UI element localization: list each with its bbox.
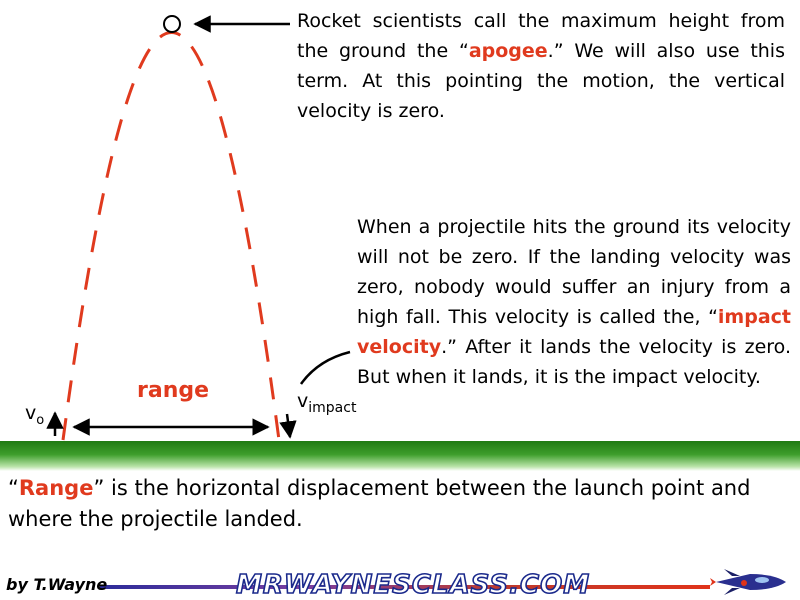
vimpact-sub: impact xyxy=(308,399,357,416)
range-def-rest: ” is the horizontal displacement between the launch point and where the projectile landed. xyxy=(8,476,751,531)
v0-label xyxy=(25,402,44,428)
impact-pointer-curve xyxy=(301,352,350,384)
apogee-note xyxy=(297,6,785,126)
author-credit: by T.Wayne xyxy=(6,575,108,594)
ground xyxy=(0,441,800,471)
v0-base: v xyxy=(25,402,37,424)
range-label: range xyxy=(137,378,210,403)
range-def-quote: “ xyxy=(8,476,19,500)
site-logo: MRWAYNESCLASS.COM xyxy=(236,570,591,600)
impact-note-part1: When a projectile hits the ground its velocity will not be zero. If the landing velocity was zero, nobody would suffer an injury from a high fall. This velocity is called the, “ xyxy=(357,216,791,328)
impact-note-part2: .” After it lands the velocity is zero. But when it lands, it is the impact velocity. xyxy=(357,336,791,388)
rocket-icon xyxy=(710,568,790,596)
range-definition xyxy=(8,473,773,535)
apogee-term: apogee xyxy=(468,40,548,62)
apogee-note-part2: .” We will also use this term. At this pointing the motion, the vertical velocity is zero. xyxy=(297,40,785,122)
impact-term: impact velocity xyxy=(357,306,791,358)
vimpact-base: v xyxy=(297,390,309,412)
impact-note xyxy=(357,212,791,392)
vimpact-arrow xyxy=(287,414,290,437)
vimpact-label xyxy=(297,390,356,416)
apogee-marker xyxy=(164,16,180,32)
apogee-note-part1: Rocket scientists call the maximum height from the ground the “ xyxy=(297,10,785,62)
range-def-term: Range xyxy=(18,476,94,500)
v0-sub: o xyxy=(36,412,45,428)
